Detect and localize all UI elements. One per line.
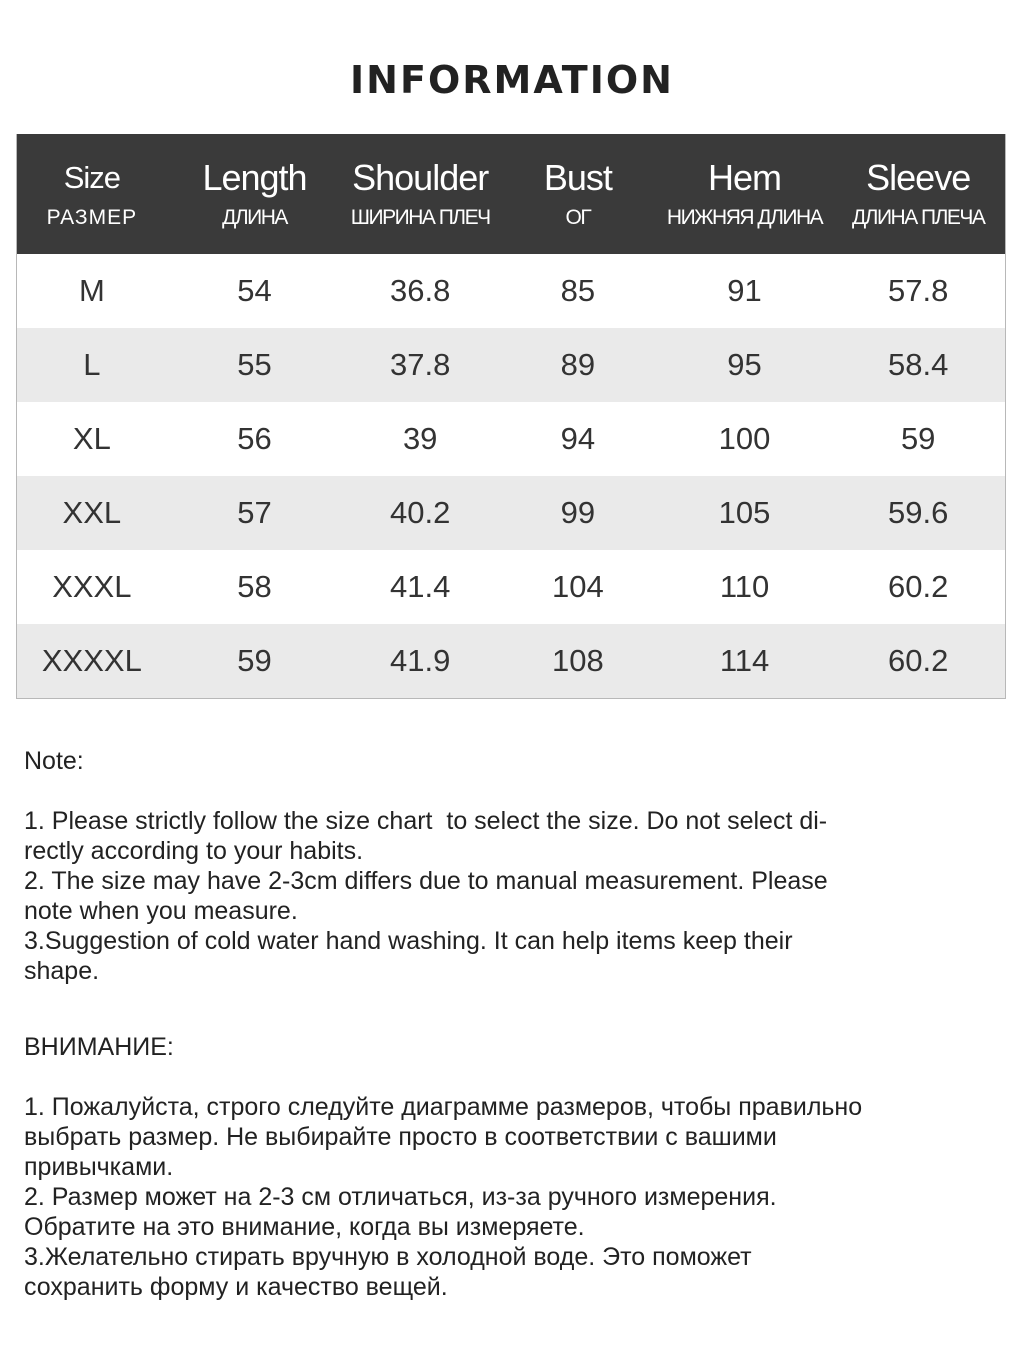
note-en-section	[24, 746, 1004, 986]
note-ru-heading: ВНИМАНИЕ:	[24, 1033, 174, 1061]
cell-shoulder: 40.2	[390, 495, 451, 530]
cell-size: XXXXL	[41, 643, 142, 678]
cell-hem: 95	[727, 347, 762, 382]
header-label-en: Sleeve	[866, 157, 971, 198]
cell-shoulder: 36.8	[390, 273, 451, 308]
header-label-en: Length	[202, 157, 307, 198]
cell-bust: 104	[552, 569, 604, 604]
cell-bust: 85	[560, 273, 596, 308]
header-hem	[658, 134, 832, 254]
header-size	[17, 134, 167, 254]
cell-size: M	[78, 273, 105, 308]
cell-sleeve: 59.6	[888, 495, 949, 530]
header-label-ru: НИЖНЯЯ ДЛИНА	[666, 206, 823, 229]
cell-sleeve: 58.4	[888, 347, 949, 382]
cell-length: 57	[237, 495, 272, 530]
cell-bust: 108	[552, 643, 604, 678]
header-label-ru: ОГ	[565, 206, 591, 229]
cell-size: L	[83, 347, 101, 382]
header-label-en: Size	[63, 160, 120, 195]
note-en-heading: Note:	[24, 747, 84, 775]
cell-hem: 105	[718, 495, 771, 530]
header-label-en: Shoulder	[352, 157, 489, 198]
page-title: INFORMATION	[350, 58, 674, 102]
cell-size: XXL	[62, 495, 122, 530]
table-header	[17, 134, 1005, 254]
cell-bust: 94	[560, 421, 596, 456]
note-ru-line: 3.Желательно стирать вручную в холодной воде. Это поможет	[24, 1243, 752, 1271]
cell-length: 59	[237, 643, 272, 678]
table-row	[17, 328, 1005, 402]
cell-shoulder: 41.4	[390, 569, 451, 604]
cell-hem: 91	[727, 273, 762, 308]
note-en-line: 2. The size may have 2-3cm differs due to manual measurement. Please	[24, 867, 828, 895]
cell-length: 55	[237, 347, 272, 382]
table-row	[17, 624, 1005, 698]
note-en-line: 1. Please strictly follow the size chart to select the size. Do not select di-	[24, 807, 828, 835]
table-row	[17, 550, 1005, 624]
cell-size: XL	[72, 421, 111, 456]
cell-sleeve: 57.8	[888, 273, 949, 308]
header-label-ru: ДЛИНА	[222, 206, 287, 229]
table-row	[17, 254, 1005, 328]
cell-length: 54	[237, 273, 272, 308]
note-ru-line: сохранить форму и качество вещей.	[24, 1273, 448, 1301]
cell-shoulder: 41.9	[390, 643, 451, 678]
header-bust	[498, 134, 658, 254]
note-ru-section	[24, 1032, 1004, 1302]
cell-hem: 114	[719, 643, 770, 678]
cell-sleeve: 60.2	[888, 569, 949, 604]
cell-hem: 110	[719, 569, 770, 604]
header-label-en: Bust	[543, 157, 612, 198]
cell-sleeve: 60.2	[888, 643, 949, 678]
cell-bust: 89	[560, 347, 596, 382]
cell-shoulder: 39	[402, 421, 438, 456]
note-ru-line: выбрать размер. Не выбирайте просто в соответствии с вашими	[24, 1123, 777, 1151]
note-en-line: 3.Suggestion of cold water hand washing. It can help items keep their	[24, 927, 793, 955]
header-label-ru: ШИРИНА ПЛЕЧ	[350, 206, 490, 229]
cell-sleeve: 59	[900, 421, 936, 456]
cell-size: XXXL	[52, 569, 132, 604]
header-shoulder	[342, 134, 498, 254]
header-label-en: Hem	[708, 157, 782, 198]
cell-bust: 99	[560, 495, 596, 530]
note-en-line: note when you measure.	[24, 897, 298, 925]
table-row	[17, 476, 1005, 550]
cell-hem: 100	[718, 421, 771, 456]
cell-length: 58	[237, 569, 272, 604]
note-ru-line: привычками.	[24, 1153, 174, 1181]
table-row	[17, 402, 1005, 476]
size-chart-table	[16, 134, 1006, 699]
note-ru-line: 1. Пожалуйста, строго следуйте диаграмме размеров, чтобы правильно	[24, 1093, 863, 1121]
cell-shoulder: 37.8	[390, 347, 451, 382]
cell-length: 56	[237, 421, 272, 456]
header-length	[167, 134, 343, 254]
header-sleeve	[831, 134, 1005, 254]
note-en-line: rectly according to your habits.	[24, 837, 364, 865]
header-label-ru: ДЛИНА ПЛЕЧА	[851, 206, 985, 229]
note-ru-line: 2. Размер может на 2-3 см отличаться, из-за ручного измерения.	[24, 1183, 777, 1211]
note-en-line: shape.	[24, 957, 100, 985]
header-label-ru: РАЗМЕР	[46, 206, 138, 229]
note-ru-line: Обратите на это внимание, когда вы измеряете.	[24, 1213, 585, 1241]
